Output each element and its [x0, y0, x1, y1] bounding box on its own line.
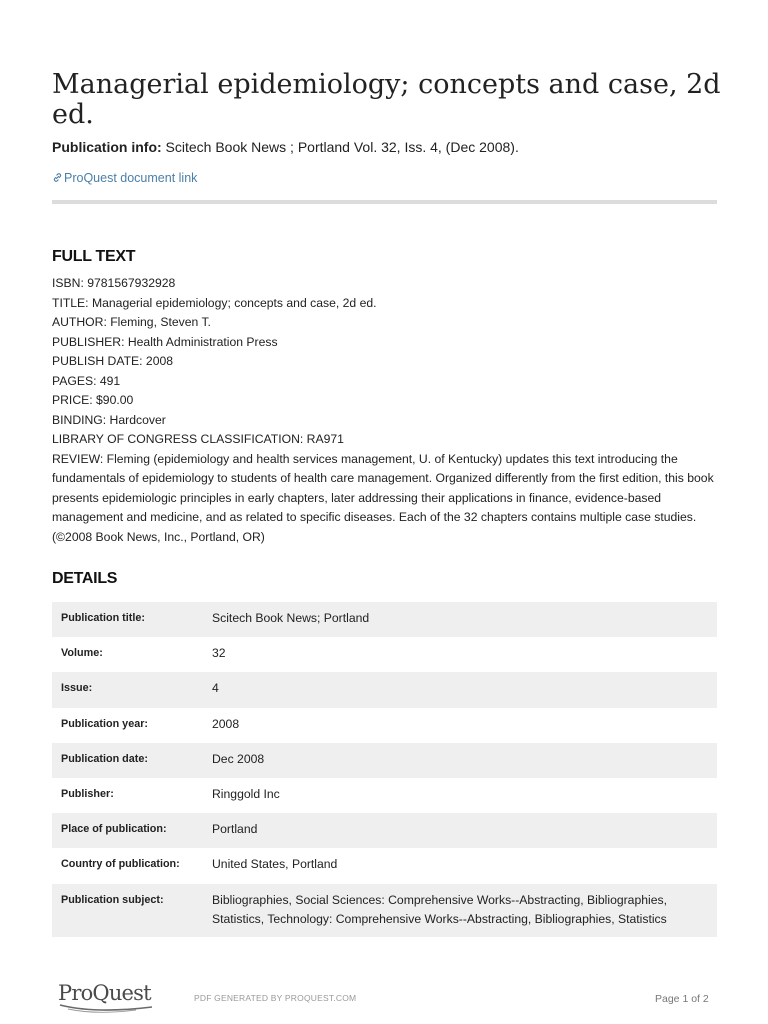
details-label: Publisher: [61, 787, 114, 800]
proquest-logo-text: ProQuest [58, 981, 151, 1005]
publication-info-value: Scitech Book News ; Portland Vol. 32, Iss. 4, (Dec 2008). [165, 139, 519, 155]
details-value: Ringgold Inc [212, 786, 280, 801]
link-icon [52, 172, 63, 183]
proquest-document-link-text: ProQuest document link [64, 171, 198, 185]
isbn-line: ISBN: 9781567932928 [52, 276, 176, 290]
binding-line: BINDING: Hardcover [52, 412, 166, 427]
details-value: 32 [212, 646, 226, 661]
proquest-logo [56, 978, 156, 1018]
publisher-line: PUBLISHER: Health Administration Press [52, 334, 278, 349]
details-label: Publication subject: [61, 893, 164, 906]
details-row-publication-title [52, 602, 717, 637]
details-label: Publication date: [61, 752, 148, 765]
details-label: Publication title: [61, 612, 145, 624]
details-heading: DETAILS [52, 570, 118, 587]
review-paragraph: REVIEW: Fleming (epidemiology and health services management, U. of Kentucky) updates this text introducing the fundamentals of epidemiology to students of health care management. Organized differently from the first edition, this book presents epidemiologic principles in early chapters, later addressing their applications in finance, evidence-based management and medicine, and as related to specific diseases. Each of the 32 chapters contains multiple case studies. (©2008 Book News, Inc., Portland, OR) [52, 451, 714, 544]
details-label: Volume: [61, 647, 103, 660]
header-divider [52, 200, 717, 204]
details-row-publisher [52, 778, 717, 813]
details-value: Bibliographies, Social Sciences: Comprehensive Works--Abstracting, Bibliographies, Statistics, Technology: Comprehensive Works--Abstracting, Bibliographies, Statistics [212, 892, 667, 926]
details-row-issue [52, 672, 717, 707]
details-value: Dec 2008 [212, 751, 265, 766]
price-line: PRICE: $90.00 [52, 393, 134, 407]
page-number: Page 1 of 2 [655, 993, 709, 1005]
full-text-body [52, 274, 724, 547]
details-value: 2008 [212, 716, 240, 731]
details-row-country-of-publication [52, 848, 717, 883]
full-text-heading: FULL TEXT [52, 248, 136, 265]
details-value: 4 [212, 681, 219, 696]
details-label: Country of publication: [61, 858, 180, 871]
details-value: Portland [212, 822, 258, 837]
classification-line: LIBRARY OF CONGRESS CLASSIFICATION: RA971 [52, 432, 344, 446]
details-row-publication-date [52, 743, 717, 778]
publish-date-line: PUBLISH DATE: 2008 [52, 354, 174, 368]
details-row-place-of-publication [52, 813, 717, 848]
details-value: United States, Portland [212, 857, 338, 872]
proquest-document-link[interactable] [52, 170, 197, 186]
details-row-publication-subject [52, 884, 717, 937]
details-table [52, 602, 717, 937]
details-label: Publication year: [61, 717, 148, 730]
document-title: Managerial epidemiology; concepts and case, 2d ed. [52, 69, 721, 130]
details-value: Scitech Book News; Portland [212, 611, 370, 625]
author-line: AUTHOR: Fleming, Steven T. [52, 315, 211, 329]
pages-line: PAGES: 491 [52, 373, 121, 388]
details-label: Issue: [61, 682, 93, 695]
details-label: Place of publication: [61, 823, 167, 836]
pdf-generated-note: PDF GENERATED BY PROQUEST.COM [194, 993, 357, 1003]
details-row-volume [52, 637, 717, 672]
title-line: TITLE: Managerial epidemiology; concepts and case, 2d ed. [52, 295, 377, 310]
publication-info-label: Publication info: [52, 139, 162, 155]
details-row-publication-year [52, 708, 717, 743]
publication-info [52, 138, 732, 156]
